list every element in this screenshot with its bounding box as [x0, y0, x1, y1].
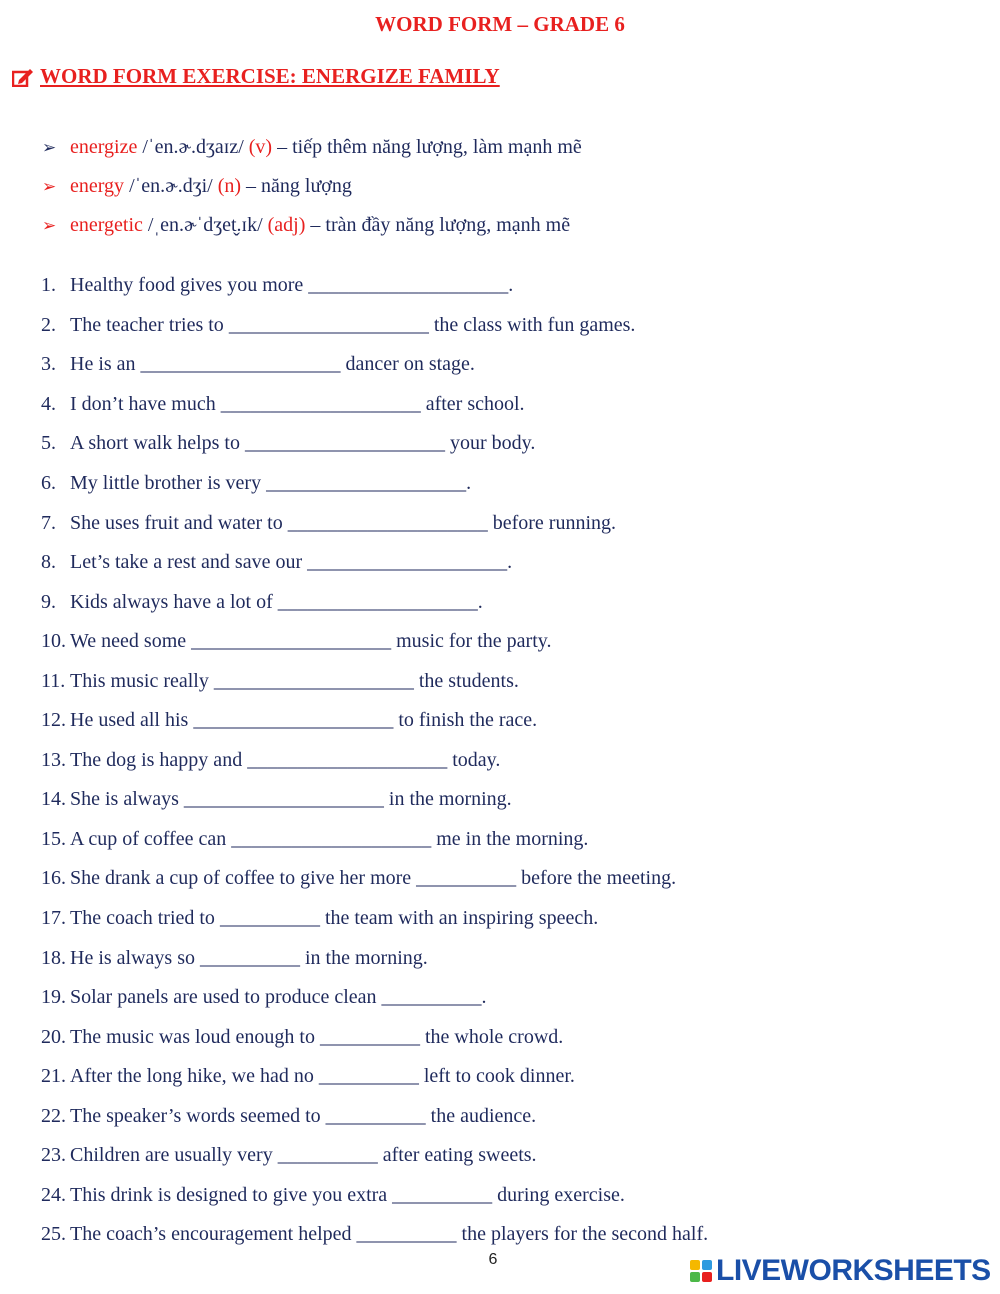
exercise-number: 8.	[41, 551, 56, 574]
answer-blank[interactable]: ____________________	[193, 709, 394, 732]
vocab-ipa: /ˈen.ɚ.dʒaɪz/	[142, 136, 244, 158]
exercise-number: 1.	[41, 274, 56, 297]
exercise-text-after: me in the morning.	[431, 827, 589, 850]
logo-squares-icon	[690, 1260, 712, 1282]
exercise-text-after: .	[507, 551, 513, 574]
exercise-item	[41, 661, 708, 701]
exercise-number: 19.	[41, 986, 66, 1009]
exercise-number: 4.	[41, 392, 56, 415]
exercise-number: 13.	[41, 748, 66, 771]
vocab-pos: (adj)	[267, 214, 306, 236]
exercise-text-before: A cup of coffee can	[70, 827, 232, 850]
exercise-text-before: The speaker’s words seemed to	[70, 1104, 326, 1127]
answer-blank[interactable]: ____________________	[183, 788, 384, 811]
vocab-pos: (v)	[248, 136, 273, 158]
exercise-text-before: My little brother is very	[70, 472, 267, 494]
exercise-text-after: .	[481, 986, 487, 1009]
exercise-item	[41, 266, 708, 306]
exercise-item	[41, 978, 708, 1018]
exercise-text-after: the audience.	[425, 1104, 537, 1127]
answer-blank[interactable]: __________	[381, 986, 482, 1009]
answer-blank[interactable]: ____________________	[287, 511, 488, 534]
answer-blank[interactable]: ____________________	[245, 432, 445, 455]
exercise-number: 18.	[41, 946, 66, 969]
exercise-number: 12.	[41, 709, 66, 732]
exercise-text-before: Solar panels are used to produce clean	[70, 986, 382, 1009]
exercise-list	[41, 266, 708, 1255]
answer-blank[interactable]: __________	[392, 1183, 493, 1206]
exercise-item	[41, 1096, 708, 1136]
exercise-text-after: before the meeting.	[516, 867, 677, 890]
exercise-text-before: The dog is happy and	[70, 748, 248, 771]
exercise-text-after: the players for the second half.	[456, 1223, 709, 1246]
vocabulary-list	[42, 128, 582, 245]
exercise-item	[41, 899, 708, 939]
exercise-item	[41, 345, 708, 385]
answer-blank[interactable]: __________	[219, 907, 320, 930]
pencil-note-icon	[12, 67, 34, 87]
exercise-item	[41, 1017, 708, 1057]
exercise-number: 9.	[41, 590, 56, 613]
exercise-number: 17.	[41, 907, 66, 930]
answer-blank[interactable]: __________	[319, 1025, 420, 1048]
answer-blank[interactable]: ____________________	[307, 551, 508, 574]
exercise-text-before: Let’s take a rest and save our	[70, 551, 308, 574]
exercise-text-before: She drank a cup of coffee to give her more	[70, 867, 417, 890]
exercise-item	[41, 582, 708, 622]
exercise-number: 5.	[41, 432, 56, 455]
answer-blank[interactable]: __________	[416, 867, 517, 890]
exercise-text-before: Children are usually very	[70, 1144, 278, 1167]
exercise-text-before: This drink is designed to give you extra	[70, 1183, 393, 1206]
exercise-number: 25.	[41, 1223, 66, 1246]
arrow-bullet-icon: ➢	[42, 215, 57, 235]
exercise-text-after: today.	[447, 748, 501, 771]
exercise-text-before: The music was loud enough to	[70, 1025, 320, 1048]
exercise-text-before: Kids always have a lot of	[70, 590, 278, 613]
exercise-item	[41, 741, 708, 781]
logo-square	[690, 1272, 700, 1282]
exercise-text-after: dancer on stage.	[340, 353, 475, 376]
exercise-text-before: He used all his	[70, 709, 194, 732]
exercise-number: 22.	[41, 1104, 66, 1127]
section-heading	[12, 64, 500, 89]
answer-blank[interactable]: ____________________	[140, 353, 341, 376]
exercise-text-before: She is always	[70, 788, 184, 811]
exercise-number: 2.	[41, 313, 56, 336]
exercise-text-before: He is always so	[70, 946, 200, 969]
exercise-text-after: left to cook dinner.	[418, 1065, 575, 1088]
answer-blank[interactable]: __________	[277, 1144, 378, 1167]
exercise-number: 23.	[41, 1144, 66, 1167]
answer-blank[interactable]: __________	[318, 1065, 419, 1088]
exercise-text-before: The coach’s encouragement helped	[70, 1223, 357, 1246]
exercise-number: 21.	[41, 1065, 66, 1088]
exercise-text-after: your body.	[445, 432, 536, 455]
logo-square	[702, 1272, 712, 1282]
exercise-text-before: We need some	[70, 630, 192, 653]
answer-blank[interactable]: ____________________	[308, 274, 509, 297]
exercise-text-after: .	[508, 274, 514, 297]
exercise-text-before: A short walk helps to	[70, 432, 245, 455]
section-heading-text: WORD FORM EXERCISE: ENERGIZE FAMILY	[40, 64, 500, 88]
exercise-text-after: after school.	[420, 392, 525, 415]
exercise-text-before: She uses fruit and water to	[70, 511, 288, 534]
exercise-item	[41, 424, 708, 464]
exercise-text-before: The coach tried to	[70, 907, 220, 930]
vocab-pos: (n)	[217, 175, 242, 197]
exercise-number: 16.	[41, 867, 66, 890]
answer-blank[interactable]: ____________________	[266, 472, 467, 494]
exercise-number: 15.	[41, 827, 66, 850]
vocab-meaning: – năng lượng	[246, 175, 352, 197]
exercise-item	[41, 1176, 708, 1216]
vocab-word: energy	[70, 175, 125, 197]
vocab-word: energetic	[70, 214, 143, 236]
exercise-text-before: The teacher tries to	[70, 313, 229, 336]
exercise-item	[41, 859, 708, 899]
exercise-item	[41, 503, 708, 543]
exercise-text-after: during exercise.	[492, 1183, 625, 1206]
exercise-text-after: the class with fun games.	[428, 313, 636, 336]
exercise-item	[41, 701, 708, 741]
exercise-text-before: Healthy food gives you more	[70, 274, 309, 297]
exercise-number: 6.	[41, 472, 56, 494]
answer-blank[interactable]: ____________________	[213, 669, 414, 692]
answer-blank[interactable]: ____________________	[220, 392, 421, 415]
exercise-text-after: after eating sweets.	[377, 1144, 537, 1167]
answer-blank[interactable]: ____________________	[228, 313, 429, 336]
answer-blank[interactable]: __________	[199, 946, 300, 969]
exercise-text-after: the students.	[413, 669, 519, 692]
vocab-item	[42, 128, 582, 167]
exercise-text-after: to finish the race.	[393, 709, 538, 732]
vocab-item	[42, 167, 582, 206]
answer-blank[interactable]: ____________________	[191, 630, 392, 653]
exercise-item	[41, 780, 708, 820]
exercise-text-before: He is an	[70, 353, 141, 376]
exercise-text-after: the team with an inspiring speech.	[319, 907, 599, 930]
exercise-number: 24.	[41, 1183, 66, 1206]
exercise-text-after: in the morning.	[383, 788, 512, 811]
exercise-item	[41, 306, 708, 346]
answer-blank[interactable]: ____________________	[231, 827, 432, 850]
answer-blank[interactable]: ____________________	[277, 590, 478, 613]
brand-wordmark: LIVEWORKSHEETS	[716, 1254, 991, 1287]
logo-square	[702, 1260, 712, 1270]
exercise-number: 10.	[41, 630, 66, 653]
vocab-meaning: – tiếp thêm năng lượng, làm mạnh mẽ	[277, 136, 582, 158]
exercise-item	[41, 820, 708, 860]
arrow-bullet-icon: ➢	[42, 176, 57, 196]
vocab-item	[42, 206, 582, 245]
exercise-item	[41, 464, 708, 504]
exercise-item	[41, 1136, 708, 1176]
exercise-number: 20.	[41, 1025, 66, 1048]
vocab-meaning: – tràn đầy năng lượng, mạnh mẽ	[310, 214, 571, 236]
answer-blank[interactable]: __________	[356, 1223, 457, 1246]
exercise-item	[41, 622, 708, 662]
answer-blank[interactable]: ____________________	[247, 748, 448, 771]
exercise-text-before: I don’t have much	[70, 392, 221, 415]
arrow-bullet-icon: ➢	[42, 137, 57, 157]
exercise-text-after: the whole crowd.	[419, 1025, 564, 1048]
exercise-number: 14.	[41, 788, 66, 811]
page-number: 6	[488, 1251, 498, 1268]
answer-blank[interactable]: __________	[325, 1104, 426, 1127]
exercise-number: 3.	[41, 353, 56, 376]
logo-square	[690, 1260, 700, 1270]
exercise-item	[41, 938, 708, 978]
exercise-item	[41, 543, 708, 583]
liveworksheets-logo	[690, 1254, 991, 1288]
exercise-number: 11.	[41, 669, 66, 692]
exercise-text-before: After the long hike, we had no	[70, 1065, 319, 1088]
exercise-text-after: music for the party.	[391, 630, 552, 653]
exercise-text-before: This music really	[70, 669, 214, 692]
page-title: WORD FORM – GRADE 6	[375, 12, 625, 36]
exercise-item	[41, 1215, 708, 1255]
exercise-text-after: .	[466, 472, 472, 494]
exercise-item	[41, 385, 708, 425]
exercise-text-after: before running.	[487, 511, 617, 534]
exercise-text-after: in the morning.	[299, 946, 428, 969]
vocab-word: energize	[70, 136, 138, 158]
vocab-ipa: /ˈen.ɚ.dʒi/	[129, 175, 213, 197]
exercise-number: 7.	[41, 511, 56, 534]
exercise-text-after: .	[477, 590, 483, 613]
vocab-ipa: /ˌen.ɚˈdʒet̬.ɪk/	[147, 214, 263, 236]
exercise-item	[41, 1057, 708, 1097]
